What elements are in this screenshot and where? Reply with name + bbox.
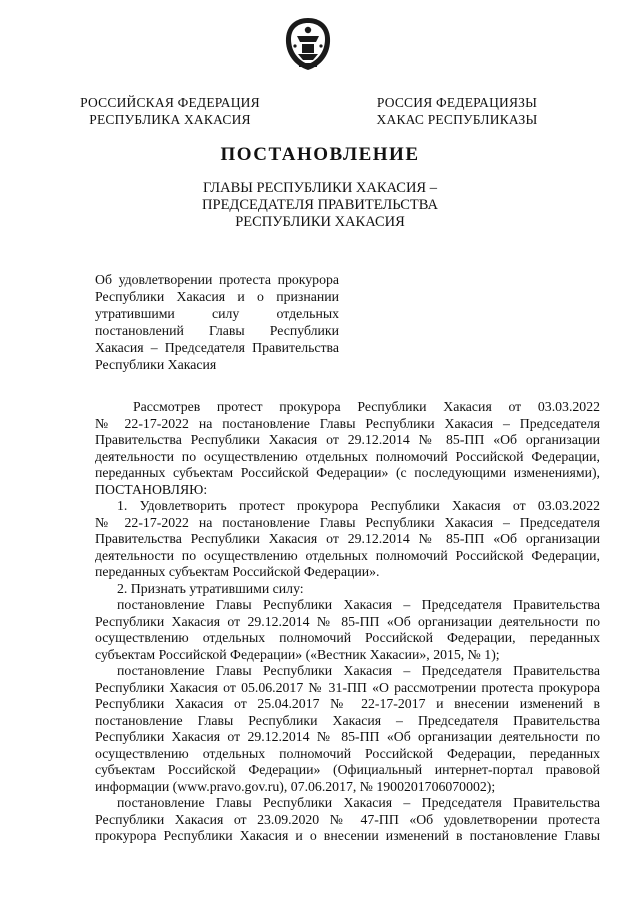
header-left-line-1: РОССИЙСКАЯ ФЕДЕРАЦИЯ: [80, 95, 260, 110]
body-line: Республики Хакасия от 25.04.2017 № 22-17-2017 и внесении изменений в: [95, 696, 600, 711]
document-subtitle: [0, 180, 640, 231]
body-line: постановление Главы Республики Хакасия – Председателя Правительства: [117, 663, 600, 678]
body-line: ПОСТАНОВЛЯЮ:: [95, 481, 208, 497]
body-line: осуществлению отдельных полномочий Российской Федерации, переданных: [95, 630, 600, 645]
subject-line: постановлений Главы Республики: [95, 323, 339, 338]
body-line: прокурора Республики Хакасия и о внесении изменений в постановление Главы: [95, 828, 600, 843]
document-title: ПОСТАНОВЛЕНИЕ: [220, 144, 420, 165]
body-line: Республики Хакасия от 29.12.2014 № 85-ПП «Об организации деятельности по: [95, 729, 600, 744]
body-line: переданных субъектам Российской Федерации» (с последующими изменениями),: [95, 465, 600, 480]
subject-line: Республики Хакасия и о признании: [95, 289, 339, 304]
header-right-line-2: ХАКАС РЕСПУБЛИКАЗЫ: [376, 112, 538, 127]
body-line: постановление Главы Республики Хакасия – Председателя Правительства: [117, 795, 600, 810]
subtitle-line-1: ГЛАВЫ РЕСПУБЛИКИ ХАКАСИЯ –: [203, 180, 437, 196]
subject-line: Республики Хакасия: [95, 357, 217, 372]
body-line: Республики Хакасия от 23.09.2020 № 47-ПП «Об удовлетворении протеста: [95, 811, 600, 827]
body-line: субъектам Российской Федерации» («Вестник Хакасии», 2015, № 1);: [95, 646, 500, 662]
subject-line: утратившими силу отдельных: [95, 306, 339, 321]
body-line: Республики Хакасия от 05.06.2017 № 31-ПП «О рассмотрении протеста прокурора: [95, 679, 600, 695]
body-line: субъектам Российской Федерации» (Официальный интернет-портал правовой: [95, 762, 600, 777]
subtitle-line-3: РЕСПУБЛИКИ ХАКАСИЯ: [235, 214, 405, 230]
body-line: постановление Главы Республики Хакасия – Председателя Правительства: [95, 712, 600, 728]
body-line: № 22-17-2022 на постановление Главы Республики Хакасия – Председателя: [95, 514, 600, 530]
body-line: Правительства Республики Хакасия от 29.12.2014 № 85-ПП «Об организации: [95, 531, 600, 546]
subject-line: Хакасия – Председателя Правительства: [95, 340, 339, 355]
body-line: Республики Хакасия от 29.12.2014 № 85-ПП «Об организации деятельности по: [95, 613, 600, 629]
body-line: 1. Удовлетворить протест прокурора Республики Хакасия от 03.03.2022: [117, 498, 600, 513]
header-left-line-2: РЕСПУБЛИКА ХАКАСИЯ: [89, 112, 251, 127]
coat-of-arms-icon: [283, 16, 333, 72]
body-line: переданных субъектам Российской Федерации».: [95, 564, 380, 579]
header-right-line-1: РОССИЯ ФЕДЕРАЦИЯЗЫ: [376, 95, 538, 110]
body-line: деятельности по осуществлению отдельных полномочий Российской Федерации,: [95, 448, 600, 464]
body-line: 2. Признать утратившими силу:: [117, 580, 304, 596]
body-line: деятельности по осуществлению отдельных полномочий Российской Федерации,: [95, 547, 600, 563]
subtitle-line-2: ПРЕДСЕДАТЕЛЯ ПРАВИТЕЛЬСТВА: [202, 197, 438, 213]
body-line: информации (www.pravo.gov.ru), 07.06.2017, № 1900201706070002);: [95, 778, 496, 794]
body-line: осуществлению отдельных полномочий Российской Федерации, переданных: [95, 745, 600, 761]
body-line: постановление Главы Республики Хакасия – Председателя Правительства: [117, 597, 600, 612]
header-right: [337, 94, 577, 128]
document-body: [95, 399, 600, 845]
body-line: Рассмотрев протест прокурора Республики Хакасия от 03.03.2022: [133, 399, 600, 414]
body-line: Правительства Республики Хакасия от 29.12.2014 № 85-ПП «Об организации: [95, 432, 600, 447]
body-line: № 22-17-2022 на постановление Главы Республики Хакасия – Председателя: [95, 415, 600, 431]
header-left: [50, 94, 290, 128]
document-subject: [95, 271, 339, 373]
subject-line: Об удовлетворении протеста прокурора: [95, 272, 339, 287]
